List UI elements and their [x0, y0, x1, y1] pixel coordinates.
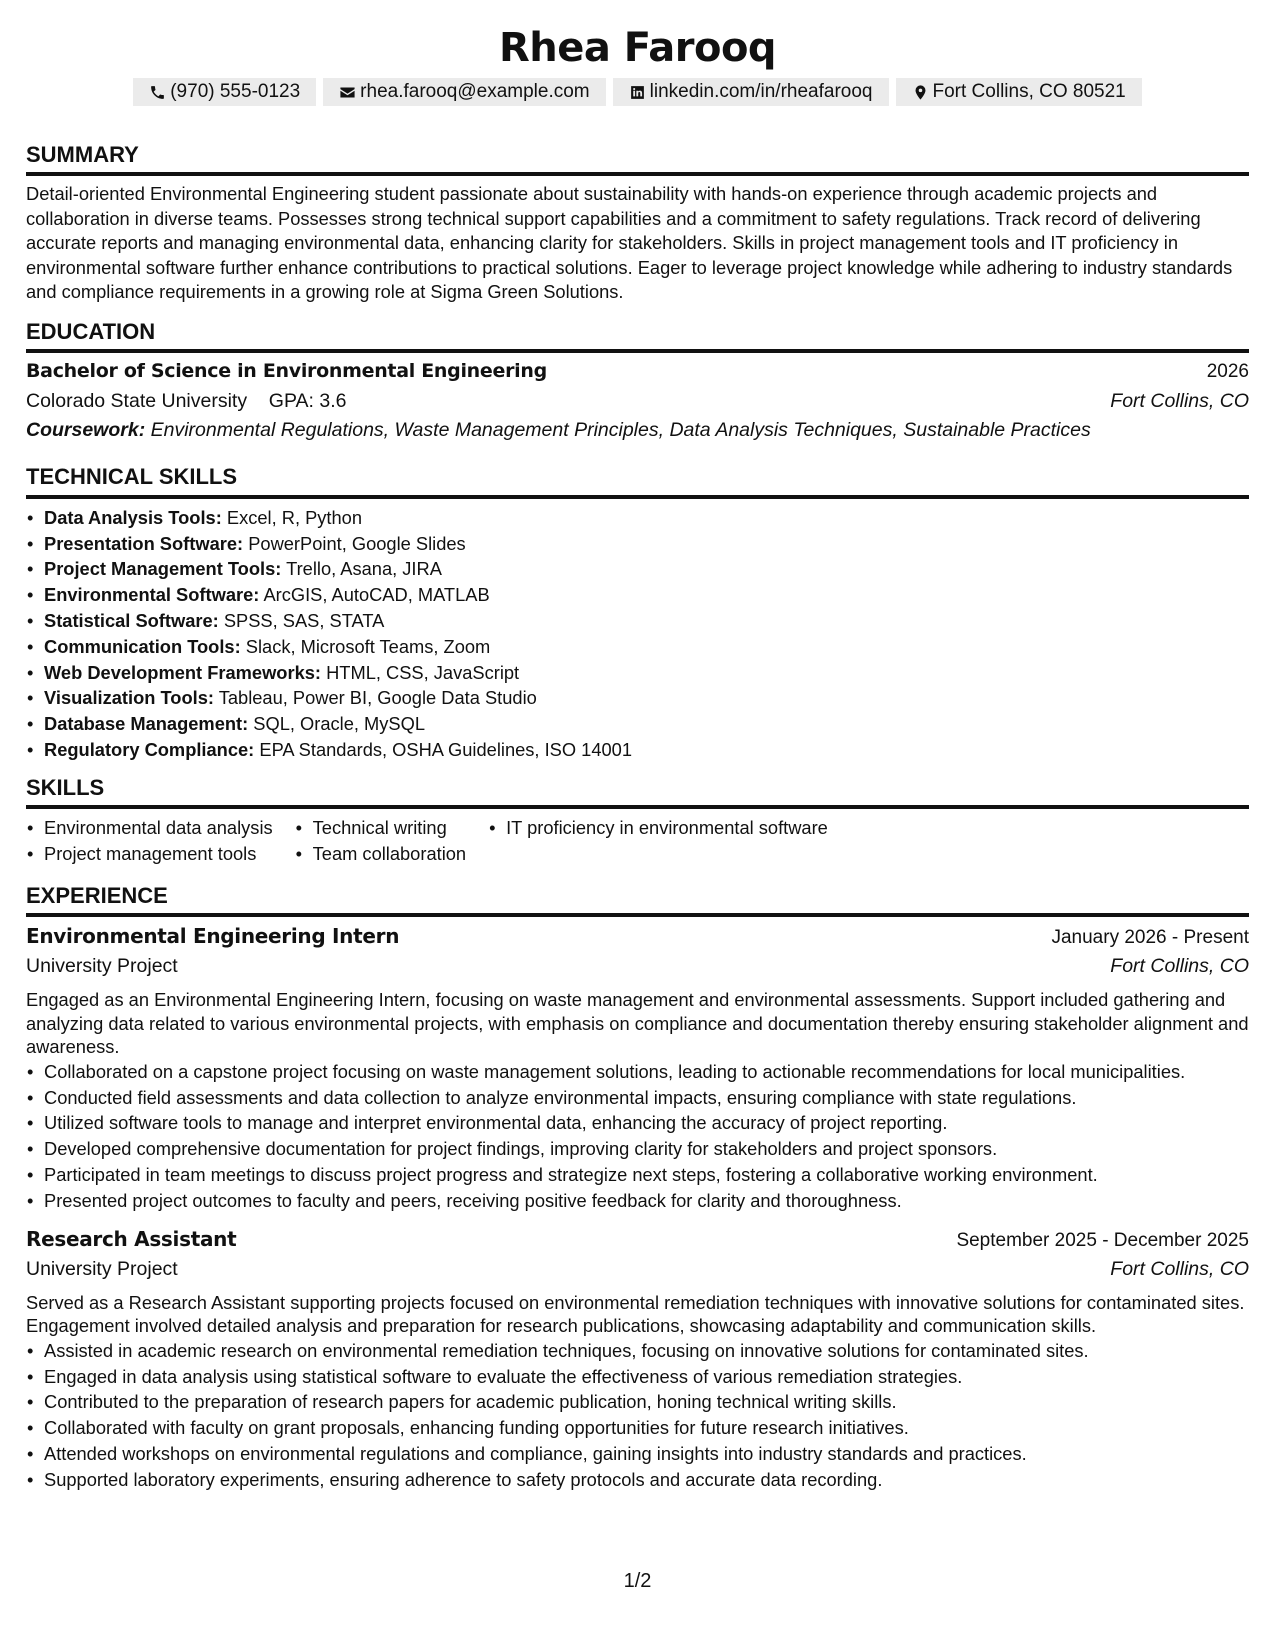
job-dates: September 2025 - December 2025 [956, 1229, 1249, 1251]
contact-linkedin[interactable] [613, 78, 889, 106]
job-location: Fort Collins, CO [1110, 955, 1249, 978]
list-item [26, 531, 1249, 557]
contact-bar [26, 78, 1249, 106]
list-item: • Attended workshops on environmental regulations and compliance, gaining insights into industry standards and practices. [26, 1441, 1249, 1467]
section-divider [26, 349, 1249, 353]
job-bullets [26, 1059, 1249, 1214]
linkedin-icon [629, 84, 646, 101]
job-entry [26, 923, 1249, 1213]
job-org-row [26, 1257, 1249, 1283]
envelope-icon [339, 84, 356, 101]
technical-skills-heading: TECHNICAL SKILLS [26, 464, 238, 490]
job-header [26, 923, 1249, 950]
skill-value: SPSS, SAS, STATA [223, 609, 385, 631]
job-location: Fort Collins, CO [1110, 1257, 1249, 1280]
skill-label: Data Analysis Tools: [44, 506, 222, 528]
section-divider [26, 805, 1249, 809]
list-item [26, 660, 1249, 686]
job-entry [26, 1226, 1249, 1493]
job-description: Engaged as an Environmental Engineering Intern, focusing on waste management and environmental assessments. Support included gathering and analyzing data related to various environmental projects, with emphasis on compliance and documentation thereby ensuring stakeholder alignment and awareness. [26, 989, 1249, 1058]
school-location: Fort Collins, CO [1110, 389, 1249, 412]
technical-skills-list [26, 505, 1249, 763]
skills-column [295, 815, 466, 867]
map-pin-icon [912, 84, 929, 101]
list-item: • Contributed to the preparation of research papers for academic publication, honing technical writing skills. [26, 1389, 1249, 1415]
skill-value: Tableau, Power BI, Google Data Studio [218, 687, 537, 709]
skill-label: Database Management: [44, 713, 249, 735]
list-item: • Team collaboration [295, 841, 466, 867]
section-divider [26, 495, 1249, 499]
skill-label: Project Management Tools: [44, 558, 282, 580]
page-number: 1/2 [623, 1570, 652, 1592]
list-item [26, 711, 1249, 737]
list-item: • Engaged in data analysis using statistical software to evaluate the effectiveness of various remediation strategies. [26, 1364, 1249, 1390]
section-divider [26, 172, 1249, 176]
skill-label: Visualization Tools: [44, 687, 214, 709]
list-item: • Supported laboratory experiments, ensuring adherence to safety protocols and accurate data recording. [26, 1467, 1249, 1493]
contact-linkedin-text: linkedin.com/in/rheafarooq [649, 81, 873, 103]
job-bullets [26, 1338, 1249, 1493]
list-item [26, 505, 1249, 531]
skill-label: Communication Tools: [44, 635, 241, 657]
skill-value: Slack, Microsoft Teams, Zoom [245, 635, 491, 657]
job-org: University Project [26, 1257, 178, 1280]
list-item: • Assisted in academic research on environmental remediation techniques, focusing on innovative solutions for contaminated sites. [26, 1338, 1249, 1364]
list-item: • Conducted field assessments and data collection to analyze environmental impacts, ensuring compliance with state regulations. [26, 1085, 1249, 1111]
list-item: • Environmental data analysis [26, 815, 273, 841]
graduation-year: 2026 [1206, 361, 1249, 383]
list-item [26, 582, 1249, 608]
skill-value: EPA Standards, OSHA Guidelines, ISO 14001 [259, 738, 632, 760]
contact-location-text: Fort Collins, CO 80521 [932, 81, 1126, 103]
list-item: • Collaborated with faculty on grant proposals, enhancing funding opportunities for future research initiatives. [26, 1415, 1249, 1441]
job-org: University Project [26, 955, 178, 978]
school-name: Colorado State University [26, 389, 248, 412]
skill-value: Excel, R, Python [226, 506, 363, 528]
gpa: GPA: 3.6 [268, 389, 347, 412]
skill-value: Trello, Asana, JIRA [286, 558, 442, 580]
list-item: • Utilized software tools to manage and interpret environmental data, enhancing the accuracy of project reporting. [26, 1110, 1249, 1136]
skills-column [26, 815, 273, 867]
skill-value: SQL, Oracle, MySQL [253, 713, 425, 735]
skill-label: Regulatory Compliance: [44, 738, 255, 760]
summary-heading: SUMMARY [26, 142, 139, 167]
summary-text: Detail-oriented Environmental Engineering student passionate about sustainability with hands-on experience through academic projects and collaboration in diverse teams. Possesses strong technical support capabilities and a commitment to safety regulations. Track record of delivering accurate reports and managing environmental data, enhancing clarity for stakeholders. Skills in project management tools and IT proficiency in environmental software further enhance contributions to practical solutions. Eager to leverage project knowledge while adhering to industry standards and compliance requirements in a growing role at Sigma Green Solutions. [26, 183, 1233, 303]
skill-label: Presentation Software: [44, 532, 244, 554]
list-item: • Developed comprehensive documentation for project findings, improving clarity for stakeholders and project sponsors. [26, 1136, 1249, 1162]
education-school-row [26, 389, 1249, 415]
education-row [26, 359, 1249, 384]
list-item: • Collaborated on a capstone project focusing on waste management solutions, leading to actionable recommendations for local municipalities. [26, 1059, 1249, 1085]
school-info [26, 389, 346, 415]
skill-label: Statistical Software: [44, 609, 219, 631]
skill-value: ArcGIS, AutoCAD, MATLAB [263, 584, 490, 606]
list-item [26, 737, 1249, 763]
candidate-name: Rhea Farooq [498, 25, 777, 71]
skill-value: HTML, CSS, JavaScript [326, 661, 520, 683]
list-item: • IT proficiency in environmental software [488, 815, 828, 841]
list-item [26, 608, 1249, 634]
job-header [26, 1226, 1249, 1253]
job-title: Research Assistant [26, 1226, 237, 1251]
coursework [26, 418, 1249, 444]
skills-columns [26, 815, 1249, 867]
job-title: Environmental Engineering Intern [26, 924, 400, 949]
contact-location [896, 78, 1142, 106]
list-item [26, 556, 1249, 582]
phone-icon [149, 84, 166, 101]
experience-heading: EXPERIENCE [26, 882, 168, 908]
degree-title: Bachelor of Science in Environmental Engineering [26, 360, 547, 383]
list-item: • Participated in team meetings to discuss project progress and strategize next steps, fostering a collaborative working environment. [26, 1162, 1249, 1188]
list-item: • Technical writing [295, 815, 466, 841]
contact-phone-text: (970) 555-0123 [170, 81, 301, 103]
skill-value: PowerPoint, Google Slides [248, 532, 466, 554]
skill-label: Web Development Frameworks: [44, 661, 322, 683]
education-heading: EDUCATION [26, 318, 156, 344]
section-divider [26, 913, 1249, 917]
job-dates: January 2026 - Present [1051, 927, 1249, 949]
skills-heading: SKILLS [26, 774, 105, 800]
list-item [26, 634, 1249, 660]
skill-label: Environmental Software: [44, 584, 260, 606]
list-item [26, 685, 1249, 711]
list-item: • Presented project outcomes to faculty and peers, receiving positive feedback for clarity and thoroughness. [26, 1188, 1249, 1214]
job-description: Served as a Research Assistant supporting projects focused on environmental remediation techniques with innovative solutions for contaminated sites. Engagement involved detailed analysis and preparation for research publications, showcasing adaptability and communication skills. [26, 1291, 1245, 1337]
job-org-row [26, 954, 1249, 980]
contact-email-text: rhea.farooq@example.com [360, 81, 590, 103]
coursework-list: Environmental Regulations, Waste Management Principles, Data Analysis Techniques, Sustainable Practices [150, 419, 1091, 442]
list-item: • Project management tools [26, 841, 273, 867]
contact-email[interactable] [323, 78, 605, 106]
contact-phone [133, 78, 316, 106]
skills-column [488, 815, 828, 867]
coursework-label: Coursework: [26, 419, 146, 442]
